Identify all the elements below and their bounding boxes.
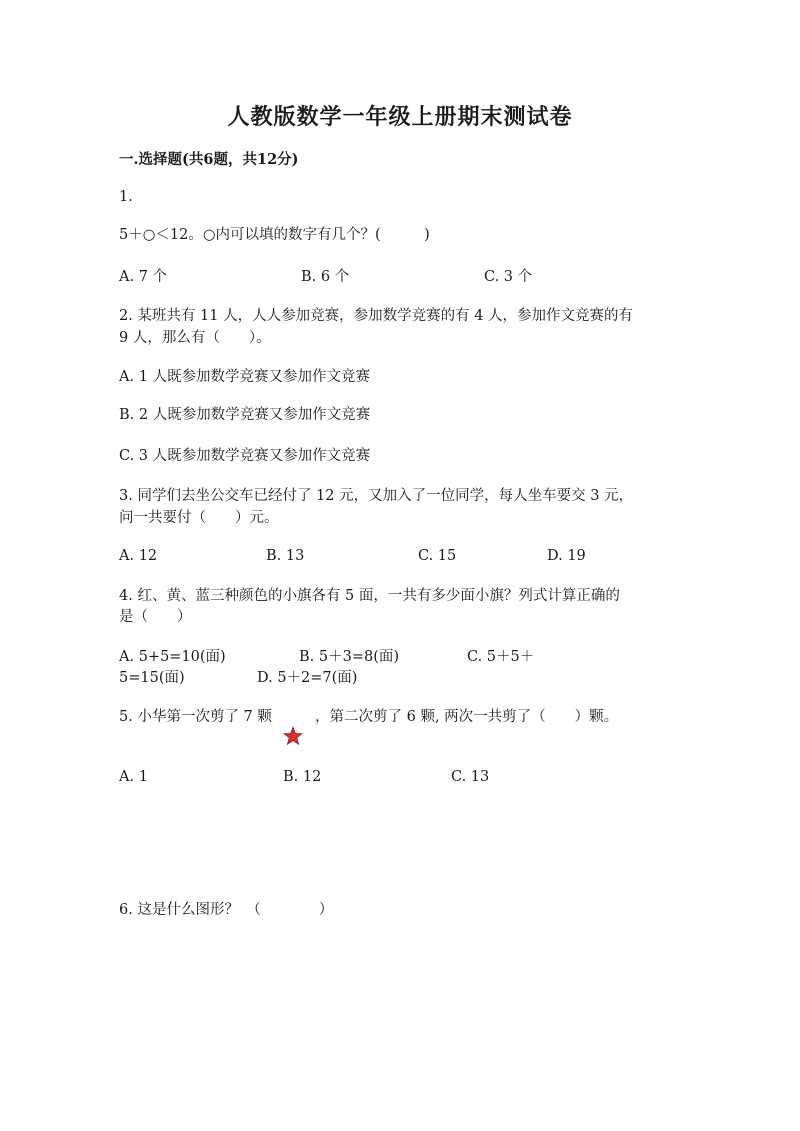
q3-option-c: C. 15: [418, 548, 457, 564]
q1-stem: 5＋○＜12。○内可以填的数字有几个？( ): [119, 227, 430, 243]
q3-option-b: B. 13: [266, 548, 305, 564]
q3-stem-line2: 问一共要付（ ）元。: [119, 510, 279, 526]
q1-option-c: C. 3 个: [484, 269, 533, 285]
section-heading: 一.选择题(共6题，共12分): [119, 151, 299, 168]
q2-option-c: C. 3 人既参加数学竞赛又参加作文竞赛: [119, 448, 371, 464]
q2-option-a: A. 1 人既参加数学竞赛又参加作文竞赛: [119, 369, 371, 385]
q1-option-a: A. 7 个: [119, 269, 168, 285]
q5-stem-part1: 5. 小华第一次剪了 7 颗: [119, 709, 272, 725]
q4-option-c-continued: 5=15(面): [119, 670, 185, 686]
q2-stem-line2: 9 人，那么有（ ）。: [119, 330, 271, 346]
q4-stem-line2: 是（ ）: [119, 609, 192, 625]
q3-stem-line1: 3. 同学们去坐公交车已经付了 12 元，又加入了一位同学，每人坐车要交 3 元，: [119, 488, 634, 504]
star-icon: [283, 726, 303, 746]
q5-option-a: A. 1: [119, 769, 148, 785]
page-title: 人教版数学一年级上册期末测试卷: [227, 104, 573, 130]
q5-option-b: B. 12: [283, 769, 322, 785]
q2-option-b: B. 2 人既参加数学竞赛又参加作文竞赛: [119, 407, 371, 423]
q6-stem: 6. 这是什么图形？ （ ）: [119, 902, 334, 918]
q1-option-b: B. 6 个: [301, 269, 350, 285]
q5-option-c: C. 13: [451, 769, 490, 785]
q5-stem-part2: ，第二次剪了 6 颗, 两次一共剪了（ ）颗。: [315, 709, 619, 725]
q4-stem-line1: 4. 红、黄、蓝三种颜色的小旗各有 5 面，一共有多少面小旗？列式计算正确的: [119, 588, 620, 604]
q3-option-a: A. 12: [119, 548, 158, 564]
q4-option-a: A. 5+5=10(面): [119, 649, 226, 665]
q4-option-b: B. 5＋3=8(面): [299, 649, 400, 665]
q4-option-c: C. 5＋5＋: [467, 649, 535, 665]
q3-option-d: D. 19: [547, 548, 586, 564]
q2-stem-line1: 2. 某班共有 11 人，人人参加竞赛，参加数学竞赛的有 4 人，参加作文竞赛的有: [119, 308, 634, 324]
q1-number: 1.: [119, 189, 133, 205]
q4-option-d: D. 5＋2=7(面): [257, 670, 358, 686]
